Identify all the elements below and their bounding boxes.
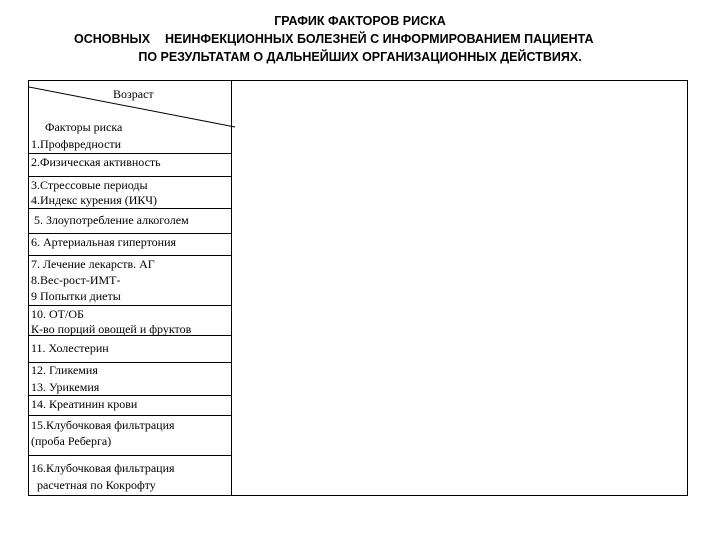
title-line-2-part-b: НЕИНФЕКЦИОННЫХ БОЛЕЗНЕЙ С ИНФОРМИРОВАНИЕМ ПАЦИЕНТА	[165, 32, 594, 46]
row-divider	[29, 455, 231, 456]
table-row: 7. Лечение лекарств. АГ	[31, 257, 155, 271]
table-row: (проба Реберга)	[31, 434, 112, 448]
title-line-2-part-a: ОСНОВНЫХ	[74, 32, 151, 46]
title-line-3: ПО РЕЗУЛЬТАТАМ О ДАЛЬНЕЙШИХ ОРГАНИЗАЦИОННЫХ ДЕЙСТВИЯХ.	[138, 50, 582, 64]
row-divider	[29, 233, 231, 234]
risk-factor-table	[28, 80, 688, 496]
table-row: 16.Клубочковая фильтрация	[31, 461, 175, 475]
table-row: 12. Гликемия	[31, 363, 98, 377]
header-age-label: Возраст	[113, 87, 154, 101]
header-risk-factors-label: Факторы риска	[45, 120, 123, 134]
title-line-1: ГРАФИК ФАКТОРОВ РИСКА	[274, 14, 446, 28]
table-row: 14. Креатинин крови	[31, 397, 138, 411]
row-divider	[29, 255, 231, 256]
row-divider	[29, 395, 231, 396]
table-row: расчетная по Кокрофту	[37, 478, 156, 492]
table-row: 13. Урикемия	[31, 380, 100, 394]
table-row: 1.Профвредности	[31, 137, 122, 151]
table-row: 8.Вес-рост-ИМТ-	[31, 273, 121, 287]
table-row: 9 Попытки диеты	[31, 289, 121, 303]
table-row: К-во порций овощей и фруктов	[31, 322, 192, 336]
row-divider	[29, 153, 231, 154]
row-divider	[29, 305, 231, 306]
row-divider	[29, 208, 231, 209]
table-row: 4.Индекс курения (ИКЧ)	[31, 193, 158, 207]
table-row: 15.Клубочковая фильтрация	[31, 418, 175, 432]
table-row: 10. ОТ/ОБ	[31, 307, 84, 321]
table-row: 11. Холестерин	[31, 341, 109, 355]
table-row: 3.Стрессовые периоды	[31, 178, 148, 192]
table-row: 5. Злоупотребление алкоголем	[34, 213, 189, 227]
table-row: 6. Артериальная гипертония	[31, 235, 177, 249]
row-divider	[29, 415, 231, 416]
column-divider	[231, 81, 232, 495]
row-divider	[29, 176, 231, 177]
table-row: 2.Физическая активность	[31, 155, 161, 169]
